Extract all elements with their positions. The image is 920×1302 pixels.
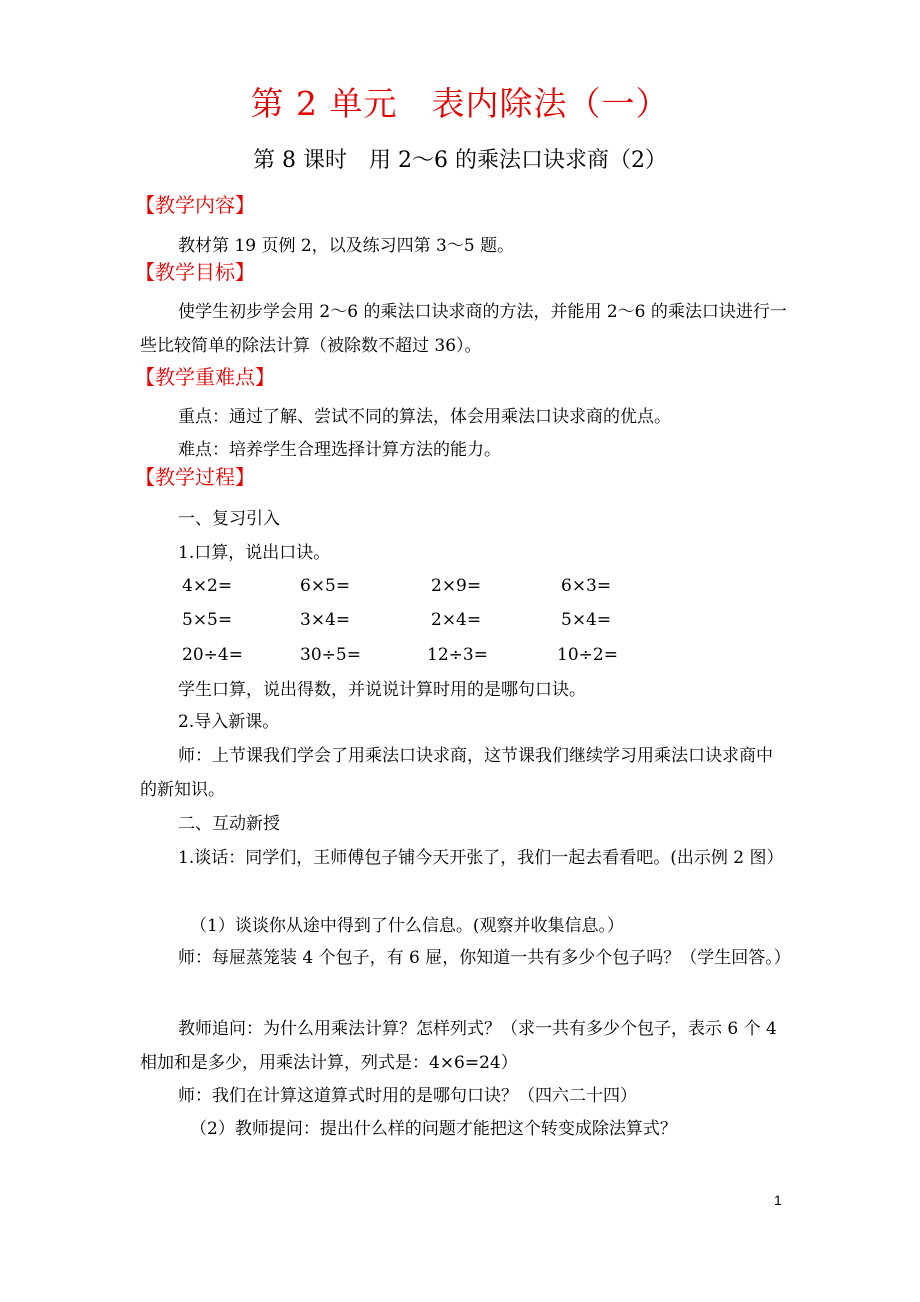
lesson-title: 第 8 课时 用 2～6 的乘法口诀求商（2） xyxy=(253,148,667,173)
calc-cell: 5×5= xyxy=(182,610,233,630)
unit-title: 第 2 单元 表内除法（一） xyxy=(250,84,670,123)
difficulty-text: 难点：培养学生合理选择计算方法的能力。 xyxy=(178,440,501,460)
calc-cell: 4×2= xyxy=(182,576,233,596)
teacher-followup-text: 教师追问：为什么用乘法计算？怎样列式？（求一共有多少个包子，表示 6 个 4 相加和是多少，用乘法计算，列式是：4×6=24） xyxy=(140,1019,777,1073)
heading-teaching-process: 【教学过程】 xyxy=(135,465,255,489)
calc-cell: 6×3= xyxy=(561,576,612,596)
heading-key-points: 【教学重难点】 xyxy=(135,365,275,389)
sub-question-2: （2）教师提问：提出什么样的问题才能把这个转变成除法算式？ xyxy=(190,1119,677,1139)
calc-cell: 2×4= xyxy=(431,610,482,630)
calc-cell: 20÷4= xyxy=(182,645,243,665)
calc-cell: 30÷5= xyxy=(300,645,361,665)
part-interactive: 二、互动新授 xyxy=(178,814,280,834)
talk-text: 1.谈话：同学们，王师傅包子铺今天开张了，我们一起去看看吧。(出示例 2 图） xyxy=(178,848,784,868)
part-review-intro: 一、复习引入 xyxy=(178,509,280,529)
goal-text: 使学生初步学会用 2～6 的乘法口诀求商的方法，并能用 2～6 的乘法口诀进行一些比较简单的除法计算（被除数不超过 36）。 xyxy=(140,302,787,356)
calc-cell: 6×5= xyxy=(300,576,351,596)
teacher-question-text: 师：每屉蒸笼装 4 个包子，有 6 屉，你知道一共有多少个包子吗？（学生回答。） xyxy=(178,948,791,968)
content-text: 教材第 19 页例 2，以及练习四第 3～5 题。 xyxy=(178,236,515,256)
page-number: 1 xyxy=(774,1192,782,1208)
calc-cell: 5×4= xyxy=(561,610,612,630)
item-new-lesson: 2.导入新课。 xyxy=(178,712,280,732)
heading-teaching-goal: 【教学目标】 xyxy=(135,260,255,284)
calc-cell: 2×9= xyxy=(431,576,482,596)
heading-teaching-content: 【教学内容】 xyxy=(135,193,255,217)
sub-question-1: （1）谈谈你从途中得到了什么信息。(观察并收集信息。） xyxy=(190,916,624,936)
key-point-text: 重点：通过了解、尝试不同的算法，体会用乘法口诀求商的优点。 xyxy=(178,407,671,427)
item-oral-calc: 1.口算，说出口诀。 xyxy=(178,543,331,563)
calc-cell: 12÷3= xyxy=(427,645,488,665)
calc-cell: 10÷2= xyxy=(557,645,618,665)
students-line: 学生口算，说出得数，并说说计算时用的是哪句口诀。 xyxy=(178,680,586,700)
teacher-intro-text: 师：上节课我们学会了用乘法口诀求商，这节课我们继续学习用乘法口诀求商中的新知识。 xyxy=(140,746,773,800)
calc-cell: 3×4= xyxy=(300,610,351,630)
teacher-rhyme-text: 师：我们在计算这道算式时用的是哪句口诀？（四六二十四） xyxy=(178,1086,637,1106)
